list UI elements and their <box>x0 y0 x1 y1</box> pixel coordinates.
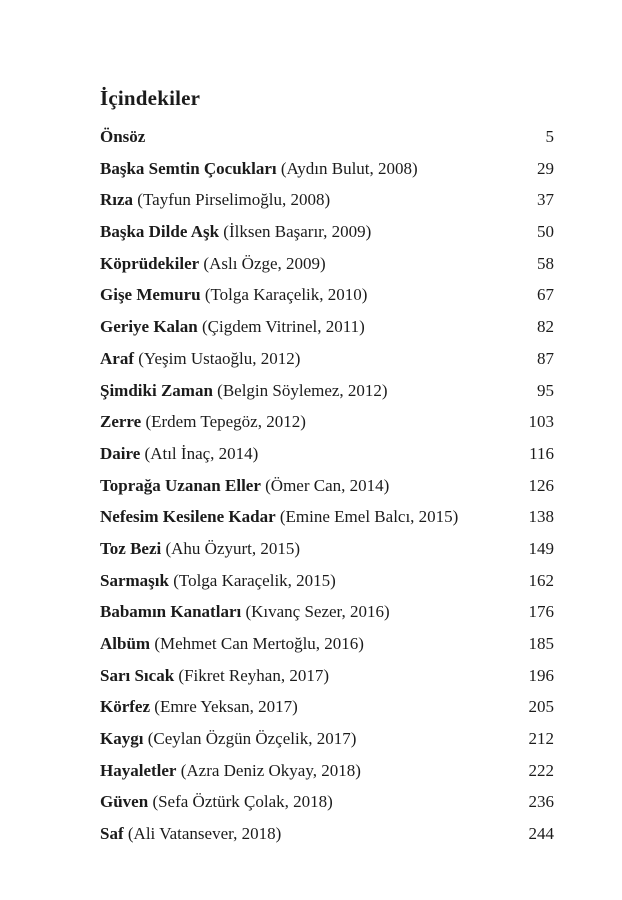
film-title: Körfez <box>100 697 151 717</box>
toc-entry-text <box>100 470 389 502</box>
film-credit: (Emre Yeksan, 2017) <box>154 697 298 717</box>
film-title: Hayaletler <box>100 760 177 780</box>
film-credit: (Ömer Can, 2014) <box>265 475 390 495</box>
toc-entry-text <box>100 279 367 311</box>
film-credit: (Aslı Özge, 2009) <box>203 253 326 273</box>
page-number: 87 <box>537 348 554 368</box>
toc-entry-text <box>100 184 330 216</box>
toc-entry <box>100 786 554 818</box>
film-title: Başka Semtin Çocukları <box>100 158 277 178</box>
toc-entry-text <box>100 216 371 248</box>
film-title: Geriye Kalan <box>100 317 198 337</box>
toc-list <box>100 121 554 850</box>
page-number: 236 <box>528 792 554 812</box>
film-credit: (Atıl İnaç, 2014) <box>144 443 259 463</box>
film-title: Nefesim Kesilene Kadar <box>100 507 276 527</box>
toc-entry <box>100 565 554 597</box>
film-credit: (Fikret Reyhan, 2017) <box>178 665 330 685</box>
toc-entry-text <box>100 438 258 470</box>
film-credit: (Belgin Söylemez, 2012) <box>217 380 388 400</box>
page-number: 67 <box>537 285 554 305</box>
toc-entry-text <box>100 818 281 850</box>
toc-entry-text <box>100 660 329 692</box>
toc-entry <box>100 153 554 185</box>
page-number: 50 <box>537 222 554 242</box>
toc-entry-text <box>100 311 365 343</box>
page-number: 5 <box>545 127 554 146</box>
toc-entry <box>100 279 554 311</box>
film-title: Köprüdekiler <box>100 253 200 273</box>
film-credit: (Sefa Öztürk Çolak, 2018) <box>152 792 333 812</box>
page-number: 29 <box>537 158 554 178</box>
film-title: Babamın Kanatları <box>100 602 242 622</box>
film-credit: (Ali Vatansever, 2018) <box>127 824 282 844</box>
toc-entry-text <box>100 375 388 407</box>
toc-entry <box>100 343 554 375</box>
film-title: Önsöz <box>100 127 146 146</box>
toc-entry-text <box>100 406 306 438</box>
page-number: 138 <box>528 507 554 527</box>
film-title: Gişe Memuru <box>100 285 201 305</box>
toc-entry <box>100 406 554 438</box>
film-credit: (Tolga Karaçelik, 2015) <box>173 570 336 590</box>
toc-entry <box>100 121 554 153</box>
toc-entry-text <box>100 533 300 565</box>
film-title: Albüm <box>100 634 151 653</box>
toc-entry-text <box>100 565 336 597</box>
toc-entry <box>100 596 554 628</box>
page-number: 185 <box>528 634 554 653</box>
page-number: 126 <box>528 475 554 495</box>
film-title: Sarı Sıcak <box>100 665 175 685</box>
page-number: 116 <box>529 443 554 463</box>
page-number: 244 <box>528 824 554 844</box>
toc-entry <box>100 501 554 533</box>
film-title: Sarmaşık <box>100 570 169 590</box>
toc-entry <box>100 660 554 692</box>
film-credit: (Erdem Tepegöz, 2012) <box>145 412 306 432</box>
film-title: Şimdiki Zaman <box>100 380 213 400</box>
film-credit: (İlksen Başarır, 2009) <box>223 222 372 242</box>
film-title: Saf <box>100 824 124 844</box>
film-credit: (Ahu Özyurt, 2015) <box>165 538 301 558</box>
toc-entry-text <box>100 501 458 533</box>
film-credit: (Azra Deniz Okyay, 2018) <box>180 760 361 780</box>
page-number: 103 <box>528 412 554 432</box>
toc-entry <box>100 311 554 343</box>
page-title: İçindekiler <box>100 86 201 110</box>
page-number: 222 <box>528 760 554 780</box>
film-credit: (Tolga Karaçelik, 2010) <box>204 285 368 305</box>
film-credit: (Kıvanç Sezer, 2016) <box>245 602 390 622</box>
toc-entry <box>100 723 554 755</box>
toc-entry <box>100 438 554 470</box>
film-credit: (Çigdem Vitrinel, 2011) <box>201 317 365 337</box>
film-title: Rıza <box>100 190 134 210</box>
page-number: 58 <box>537 253 554 273</box>
page-number: 37 <box>537 190 554 210</box>
toc-entry-text <box>100 723 356 755</box>
toc-entry <box>100 248 554 280</box>
page-number: 82 <box>537 317 554 337</box>
toc-entry-text <box>100 248 326 280</box>
toc-entry-text <box>100 755 361 787</box>
page-number: 176 <box>528 602 554 622</box>
toc-entry <box>100 216 554 248</box>
toc-content <box>100 86 554 850</box>
film-title: Daire <box>100 443 141 463</box>
film-title: Güven <box>100 792 149 812</box>
page-number: 205 <box>528 697 554 717</box>
toc-entry-text <box>100 691 298 723</box>
toc-entry <box>100 628 554 660</box>
page-number: 95 <box>537 380 554 400</box>
page-number: 196 <box>528 665 554 685</box>
toc-entry-text <box>100 786 333 818</box>
film-title: Kaygı <box>100 729 144 749</box>
toc-entry-text <box>100 343 300 375</box>
toc-entry <box>100 818 554 850</box>
film-credit: (Mehmet Can Mertoğlu, 2016) <box>154 634 364 653</box>
film-title: Toz Bezi <box>100 538 162 558</box>
film-credit: (Ceylan Özgün Özçelik, 2017) <box>147 729 357 749</box>
toc-entry-text <box>100 596 390 628</box>
page-number: 149 <box>528 538 554 558</box>
toc-entry <box>100 691 554 723</box>
toc-entry-text <box>100 628 364 660</box>
film-title: Toprağa Uzanan Eller <box>100 475 261 495</box>
toc-entry <box>100 184 554 216</box>
film-title: Zerre <box>100 412 142 432</box>
film-title: Araf <box>100 348 134 368</box>
film-credit: (Aydın Bulut, 2008) <box>280 158 418 178</box>
toc-entry <box>100 375 554 407</box>
page-number: 162 <box>528 570 554 590</box>
toc-entry <box>100 755 554 787</box>
film-credit: (Yeşim Ustaoğlu, 2012) <box>138 348 301 368</box>
film-credit: (Tayfun Pirselimoğlu, 2008) <box>137 190 331 210</box>
toc-entry <box>100 533 554 565</box>
toc-entry-text <box>100 153 418 185</box>
toc-entry <box>100 470 554 502</box>
toc-entry-text <box>100 121 145 153</box>
film-credit: (Emine Emel Balcı, 2015) <box>279 507 459 527</box>
film-title: Başka Dilde Aşk <box>100 222 220 242</box>
page-number: 212 <box>528 729 554 749</box>
